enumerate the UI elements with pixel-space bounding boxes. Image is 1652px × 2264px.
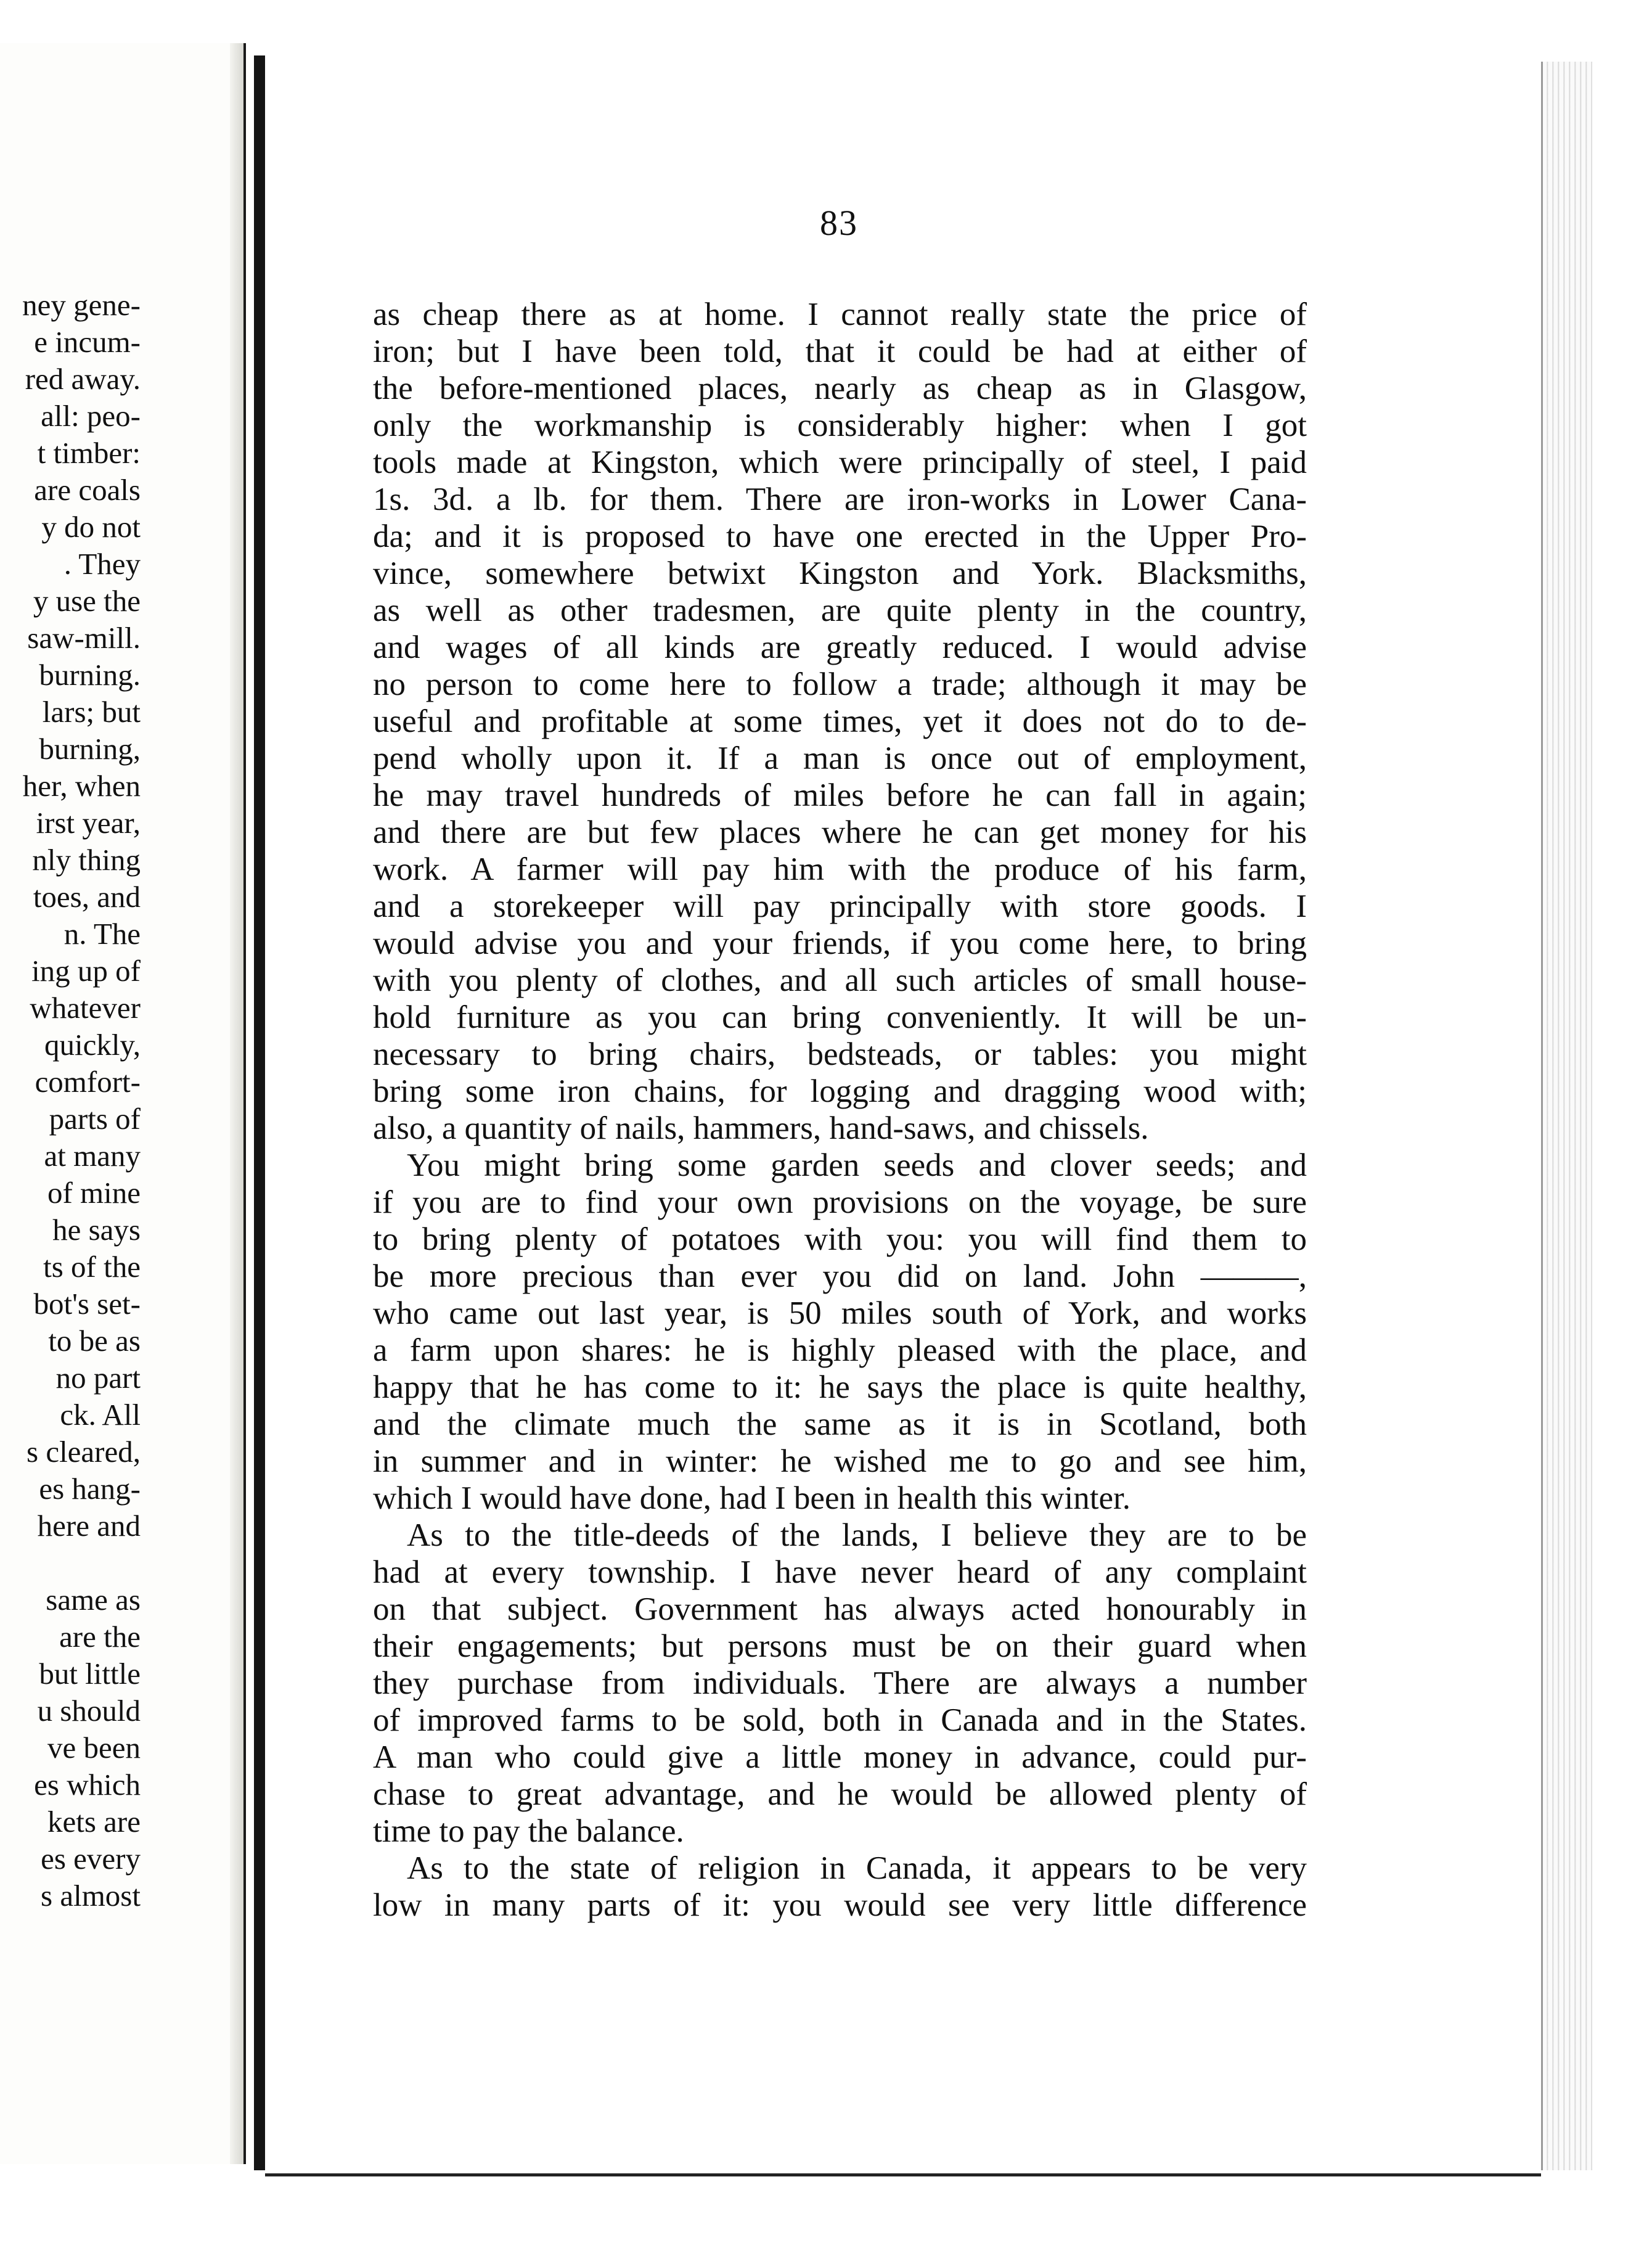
left-page-line: parts of: [49, 1102, 141, 1136]
left-page-line: es which: [34, 1768, 141, 1802]
left-page-line: e incum-: [34, 325, 141, 359]
text-line: no person to come here to follow a trade; although it may be: [373, 666, 1307, 702]
text-line: and a storekeeper will pay principally with store goods. I: [373, 888, 1307, 924]
text-line: tools made at Kingston, which were principally of steel, I paid: [373, 445, 1307, 480]
left-page-line: ck. All: [60, 1398, 141, 1432]
text-line: as well as other tradesmen, are quite plenty in the country,: [373, 593, 1307, 628]
text-line: time to pay the balance.: [373, 1813, 684, 1849]
text-line: As to the state of religion in Canada, it appears to be very: [407, 1850, 1307, 1886]
left-page-line: burning,: [39, 732, 141, 766]
left-page-line: y use the: [33, 584, 141, 618]
text-line: happy that he has come to it: he says the place is quite healthy,: [373, 1369, 1307, 1405]
page-edges: [1541, 62, 1592, 2170]
left-page-line: nly thing: [32, 843, 141, 877]
text-line: chase to great advantage, and he would be allowed plenty of: [373, 1776, 1307, 1812]
left-page-line: toes, and: [33, 880, 141, 914]
text-line: low in many parts of it: you would see very little difference: [373, 1887, 1307, 1923]
left-page-line: [0, 1544, 141, 1581]
text-line: the before-mentioned places, nearly as cheap as in Glasgow,: [373, 371, 1307, 406]
left-page-line: ts of the: [43, 1250, 141, 1284]
text-line: useful and profitable at some times, yet it does not do to de-: [373, 703, 1307, 739]
left-page-line: no part: [55, 1361, 141, 1395]
left-page-line: irst year,: [36, 806, 141, 840]
page-number: 83: [820, 203, 858, 243]
left-page-line: . They: [63, 547, 141, 581]
left-page-line: es every: [41, 1842, 141, 1876]
left-page-line: n. The: [63, 917, 141, 951]
body-text: [373, 296, 1307, 1924]
text-line: only the workmanship is considerably higher: when I got: [373, 408, 1307, 443]
left-page-line: ing up of: [31, 954, 141, 988]
text-line: they purchase from individuals. There are always a number: [373, 1665, 1307, 1701]
left-page-line: her, when: [22, 769, 141, 803]
left-page-gutter: [230, 43, 243, 2164]
left-page-line: ve been: [47, 1731, 141, 1765]
text-line: be more precious than ever you did on land. John ———,: [373, 1258, 1307, 1294]
text-line: vince, somewhere betwixt Kingston and York. Blacksmiths,: [373, 556, 1307, 591]
left-page-line: bot's set-: [33, 1287, 141, 1321]
text-line: hold furniture as you can bring conveniently. It will be un-: [373, 999, 1307, 1035]
left-page-line: s almost: [41, 1879, 141, 1913]
left-page-line: y do not: [41, 510, 141, 544]
left-page-line: red away.: [25, 362, 141, 396]
text-line: as cheap there as at home. I cannot really state the price of: [373, 297, 1307, 332]
text-line: and the climate much the same as it is in Scotland, both: [373, 1406, 1307, 1442]
text-line: da; and it is proposed to have one erected in the Upper Pro-: [373, 519, 1307, 554]
left-page-line: all: peo-: [41, 399, 141, 433]
left-page-line: saw-mill.: [27, 621, 141, 655]
left-page-line: to be as: [48, 1324, 141, 1358]
text-line: pend wholly upon it. If a man is once out of employment,: [373, 740, 1307, 776]
text-line: work. A farmer will pay him with the produce of his farm,: [373, 851, 1307, 887]
left-page-line: kets are: [47, 1805, 141, 1839]
text-line: had at every township. I have never heard of any complaint: [373, 1554, 1307, 1590]
text-line: a farm upon shares: he is highly pleased with the place, and: [373, 1332, 1307, 1368]
left-page-line: at many: [44, 1139, 141, 1173]
left-page-line: same as: [46, 1583, 141, 1617]
text-line: 1s. 3d. a lb. for them. There are iron-works in Lower Cana-: [373, 482, 1307, 517]
left-page-line: t timber:: [37, 436, 141, 470]
text-line: You might bring some garden seeds and clover seeds; and: [407, 1147, 1307, 1183]
text-line: also, a quantity of nails, hammers, hand-saws, and chissels.: [373, 1110, 1149, 1146]
left-page-line: comfort-: [35, 1065, 141, 1099]
text-line: iron; but I have been told, that it could be had at either of: [373, 334, 1307, 369]
book-spine: [254, 55, 265, 2170]
left-page-line: burning.: [39, 658, 141, 692]
text-line: who came out last year, is 50 miles south of York, and works: [373, 1295, 1307, 1331]
left-page-line: es hang-: [39, 1472, 141, 1506]
text-line: in summer and in winter: he wished me to go and see him,: [373, 1443, 1307, 1479]
left-page-line: lars; but: [42, 695, 141, 729]
text-line: As to the title-deeds of the lands, I believe they are to be: [407, 1517, 1307, 1553]
text-line: if you are to find your own provisions on the voyage, be sure: [373, 1184, 1307, 1220]
left-page-line: whatever: [30, 991, 141, 1025]
text-line: which I would have done, had I been in health this winter.: [373, 1480, 1131, 1516]
text-line: and wages of all kinds are greatly reduced. I would advise: [373, 630, 1307, 665]
left-page-line: ney gene-: [22, 288, 141, 322]
text-line: A man who could give a little money in advance, could pur-: [373, 1739, 1307, 1775]
text-line: would advise you and your friends, if you come here, to bring: [373, 925, 1307, 961]
left-page-line: but little: [39, 1657, 141, 1691]
text-line: and there are but few places where he can get money for his: [373, 814, 1307, 850]
text-line: of improved farms to be sold, both in Canada and in the States.: [373, 1702, 1307, 1738]
text-line: on that subject. Government has always acted honourably in: [373, 1591, 1307, 1627]
left-page-line: he says: [52, 1213, 141, 1247]
left-page-line: quickly,: [44, 1028, 141, 1062]
left-page-line: are coals: [34, 473, 141, 507]
left-page-line: of mine: [47, 1176, 141, 1210]
left-page: [0, 43, 246, 2164]
text-line: he may travel hundreds of miles before he can fall in again;: [373, 777, 1307, 813]
left-page-line: are the: [59, 1620, 141, 1654]
left-page-line: s cleared,: [27, 1435, 141, 1469]
left-page-line: here and: [37, 1509, 141, 1543]
text-line: to bring plenty of potatoes with you: you will find them to: [373, 1221, 1307, 1257]
text-line: their engagements; but persons must be on their guard when: [373, 1628, 1307, 1664]
text-line: bring some iron chains, for logging and dragging wood with;: [373, 1073, 1307, 1109]
text-line: with you plenty of clothes, and all such articles of small house-: [373, 962, 1307, 998]
text-line: necessary to bring chairs, bedsteads, or tables: you might: [373, 1036, 1307, 1072]
left-page-text-column: [0, 287, 141, 1914]
left-page-line: u should: [37, 1694, 141, 1728]
